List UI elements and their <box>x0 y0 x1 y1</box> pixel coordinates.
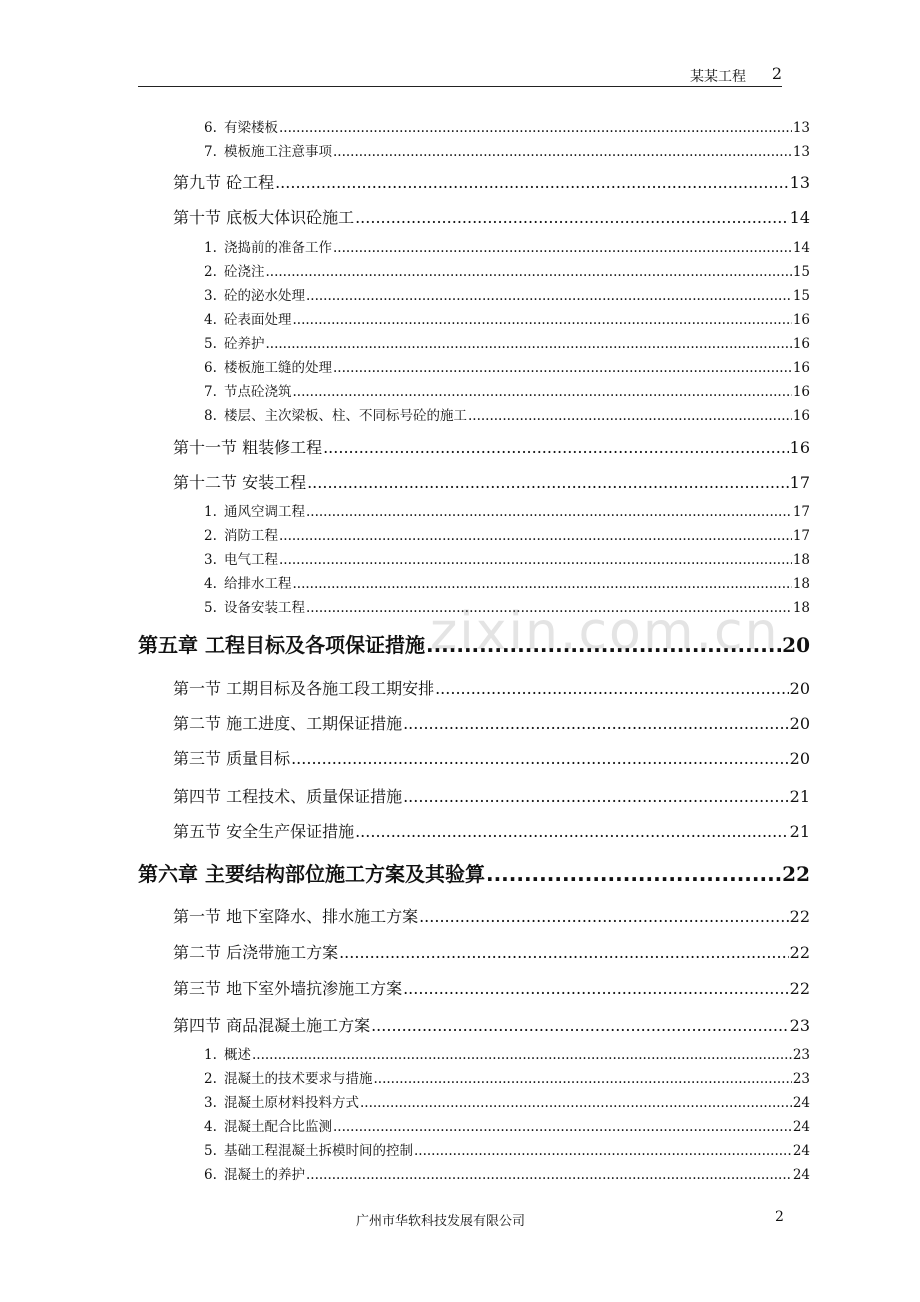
toc-entry-text: 第六章 主要结构部位施工方案及其验算 <box>138 862 485 886</box>
dot-leader <box>306 1167 792 1183</box>
toc-page-number: 24 <box>792 1119 810 1135</box>
dot-leader <box>252 1047 792 1063</box>
toc-page-number: 24 <box>792 1095 810 1111</box>
toc-item[interactable] <box>204 404 810 424</box>
toc-section[interactable] <box>173 904 810 928</box>
toc-page-number: 16 <box>792 408 810 424</box>
watermark: zixin.com.cn <box>430 602 780 662</box>
toc-entry-label <box>173 819 354 842</box>
dot-leader <box>403 979 789 998</box>
dot-leader <box>403 714 789 733</box>
dot-leader <box>355 822 789 841</box>
toc-entry-label <box>173 976 402 999</box>
toc-entry-label <box>173 940 338 963</box>
dot-leader <box>374 1071 792 1087</box>
toc-entry-number: 4. <box>204 312 217 328</box>
toc-entry-number: 2. <box>204 264 217 280</box>
toc-entry-label <box>173 1013 370 1036</box>
dot-leader <box>323 438 789 457</box>
dot-leader <box>333 1119 792 1135</box>
toc-page-number: 20 <box>789 749 810 768</box>
toc-page-number: 22 <box>789 979 810 998</box>
toc-entry-text: 第九节 砼工程 <box>173 173 275 192</box>
dot-leader <box>279 528 792 544</box>
toc-page-number: 20 <box>789 714 810 733</box>
toc-entry-number: 5. <box>204 336 217 352</box>
toc-page-number: 21 <box>789 787 810 806</box>
toc-item[interactable] <box>204 116 810 136</box>
toc-entry-label <box>204 524 278 544</box>
toc-entry-text: 楼板施工缝的处理 <box>224 360 332 376</box>
toc-page-number: 13 <box>792 144 810 160</box>
toc-entry-text: 第五章 工程目标及各项保证措施 <box>138 633 425 657</box>
toc-entry-text: 第十一节 粗装修工程 <box>173 438 323 457</box>
dot-leader <box>426 633 781 657</box>
dot-leader <box>468 408 792 424</box>
toc-section[interactable] <box>173 170 810 194</box>
toc-entry-text: 第一节 工期目标及各施工段工期安排 <box>173 679 435 698</box>
toc-page-number: 24 <box>792 1143 810 1159</box>
toc-entry-label <box>204 236 332 256</box>
toc-entry-label <box>204 260 265 280</box>
dot-leader <box>333 360 792 376</box>
toc-entry-number: 5. <box>204 1143 217 1159</box>
toc-entry-text: 给排水工程 <box>224 576 292 592</box>
toc-entry-number: 4. <box>204 1119 217 1135</box>
dot-leader <box>306 504 792 520</box>
toc-entry-text: 第十二节 安装工程 <box>173 473 307 492</box>
toc-section[interactable] <box>173 1013 810 1037</box>
toc-section[interactable] <box>173 940 810 964</box>
dot-leader <box>414 1143 792 1159</box>
toc-section[interactable] <box>173 205 810 229</box>
dot-leader <box>435 679 789 698</box>
toc-entry-label <box>204 596 305 616</box>
toc-item[interactable] <box>204 1043 810 1063</box>
dot-leader <box>291 749 789 768</box>
toc-item[interactable] <box>204 1067 810 1087</box>
toc-page-number: 15 <box>792 264 810 280</box>
toc-entry-number: 3. <box>204 552 217 568</box>
toc-entry-text: 砼的泌水处理 <box>224 288 305 304</box>
toc-entry-text: 通风空调工程 <box>224 504 305 520</box>
toc-page-number: 13 <box>789 173 810 192</box>
header-page-number: 2 <box>771 64 782 83</box>
toc-item[interactable] <box>204 1115 810 1135</box>
toc-entry-number: 6. <box>204 360 217 376</box>
toc-entry-label <box>204 404 467 424</box>
header-title: 某某工程 <box>690 69 746 85</box>
toc-entry-label <box>173 746 290 769</box>
dot-leader <box>419 907 789 926</box>
toc-entry-label <box>204 1091 359 1111</box>
toc-item[interactable] <box>204 308 810 328</box>
toc-entry-label <box>204 308 292 328</box>
toc-entry-text: 浇捣前的准备工作 <box>224 240 332 256</box>
toc-page-number: 20 <box>782 633 810 657</box>
toc-page-number: 22 <box>789 943 810 962</box>
toc-entry-label <box>173 784 402 807</box>
toc-entry-text: 砼表面处理 <box>224 312 292 328</box>
toc-entry-label <box>204 1043 251 1063</box>
toc-page-number: 24 <box>792 1167 810 1183</box>
dot-leader <box>339 943 789 962</box>
dot-leader <box>306 288 792 304</box>
toc-item[interactable] <box>204 1163 810 1183</box>
toc-item[interactable] <box>204 572 810 592</box>
toc-item[interactable] <box>204 140 810 160</box>
toc-page-number: 16 <box>789 438 810 457</box>
toc-entry-text: 模板施工注意事项 <box>224 144 332 160</box>
page-footer <box>0 1210 920 1230</box>
toc-entry-text: 第一节 地下室降水、排水施工方案 <box>173 907 419 926</box>
toc-entry-text: 混凝土的技术要求与措施 <box>224 1071 373 1087</box>
dot-leader <box>307 473 789 492</box>
toc-page-number: 22 <box>789 907 810 926</box>
dot-leader <box>275 173 789 192</box>
toc-entry-text: 第四节 工程技术、质量保证措施 <box>173 787 403 806</box>
toc-entry-text: 楼层、主次梁板、柱、不同标号砼的施工 <box>224 408 467 424</box>
toc-entry-label <box>173 170 274 193</box>
toc-entry-text: 第五节 安全生产保证措施 <box>173 822 355 841</box>
toc-entry-label <box>204 500 305 520</box>
toc-entry-text: 第三节 地下室外墙抗渗施工方案 <box>173 979 403 998</box>
toc-entry-number: 1. <box>204 1047 217 1063</box>
toc-item[interactable] <box>204 236 810 256</box>
toc-page-number: 22 <box>782 862 810 886</box>
toc-item[interactable] <box>204 1091 810 1111</box>
toc-page-number: 16 <box>792 336 810 352</box>
toc-entry-label <box>204 1115 332 1135</box>
toc-page-number: 16 <box>792 312 810 328</box>
footer-page-number: 2 <box>775 1209 784 1225</box>
toc-page-number: 16 <box>792 360 810 376</box>
toc-item[interactable] <box>204 548 810 568</box>
toc-page-number: 20 <box>789 679 810 698</box>
toc-section[interactable] <box>173 435 810 459</box>
toc-page-number: 14 <box>792 240 810 256</box>
toc-entry-number: 4. <box>204 576 217 592</box>
toc-entry-text: 砼浇注 <box>224 264 265 280</box>
dot-leader <box>355 208 789 227</box>
toc-entry-text: 设备安装工程 <box>224 600 305 616</box>
toc-entry-text: 概述 <box>224 1047 251 1063</box>
toc-entry-text: 第二节 施工进度、工期保证措施 <box>173 714 403 733</box>
toc-entry-label <box>138 629 425 658</box>
toc-entry-text: 第三节 质量目标 <box>173 749 291 768</box>
dot-leader <box>486 862 781 886</box>
toc-section[interactable] <box>173 676 810 700</box>
toc-item[interactable] <box>204 332 810 352</box>
toc-entry-label <box>204 1139 413 1159</box>
dot-leader <box>360 1095 792 1111</box>
toc-page-number: 23 <box>792 1071 810 1087</box>
toc-entry-text: 消防工程 <box>224 528 278 544</box>
toc-item[interactable] <box>204 284 810 304</box>
dot-leader <box>279 120 792 136</box>
toc-entry-label <box>173 435 322 458</box>
toc-section[interactable] <box>173 711 810 735</box>
toc-entry-label <box>204 332 265 352</box>
toc-entry-label <box>173 470 306 493</box>
dot-leader <box>371 1016 789 1035</box>
toc-page-number: 23 <box>792 1047 810 1063</box>
dot-leader <box>266 336 792 352</box>
toc-entry-number: 2. <box>204 1071 217 1087</box>
toc-entry-text: 混凝土的养护 <box>224 1167 305 1183</box>
toc-entry-number: 1. <box>204 504 217 520</box>
toc-entry-number: 7. <box>204 144 217 160</box>
toc-entry-label <box>138 858 485 887</box>
toc-entry-text: 节点砼浇筑 <box>224 384 292 400</box>
toc-entry-label <box>173 904 418 927</box>
dot-leader <box>279 552 792 568</box>
toc-entry-text: 砼养护 <box>224 336 265 352</box>
toc-entry-text: 有梁楼板 <box>224 120 278 136</box>
dot-leader <box>306 600 792 616</box>
toc-page-number: 23 <box>789 1016 810 1035</box>
toc-entry-text: 混凝土配合比监测 <box>224 1119 332 1135</box>
toc-entry-label <box>204 1067 373 1087</box>
toc-entry-number: 6. <box>204 1167 217 1183</box>
footer-company: 广州市华软科技发展有限公司 <box>356 1214 526 1229</box>
toc-section[interactable] <box>173 470 810 494</box>
dot-leader <box>266 264 792 280</box>
toc-page-number: 17 <box>792 528 810 544</box>
toc-item[interactable] <box>204 524 810 544</box>
toc-entry-number: 3. <box>204 1095 217 1111</box>
toc-entry-label <box>204 284 305 304</box>
toc-page-number: 18 <box>792 552 810 568</box>
toc-entry-label <box>204 572 292 592</box>
toc-section[interactable] <box>173 784 810 808</box>
toc-page-number: 16 <box>792 384 810 400</box>
toc-entry-number: 3. <box>204 288 217 304</box>
toc-entry-text: 第十节 底板大体识砼施工 <box>173 208 355 227</box>
toc-entry-text: 电气工程 <box>224 552 278 568</box>
toc-entry-label <box>173 205 354 228</box>
toc-chapter[interactable] <box>138 858 810 886</box>
toc-item[interactable] <box>204 356 810 376</box>
toc-entry-label <box>204 116 278 136</box>
dot-leader <box>293 576 792 592</box>
dot-leader <box>333 240 792 256</box>
toc-entry-number: 5. <box>204 600 217 616</box>
dot-leader <box>333 144 792 160</box>
dot-leader <box>293 312 792 328</box>
toc-entry-number: 8. <box>204 408 217 424</box>
toc-entry-number: 1. <box>204 240 217 256</box>
toc-entry-number: 6. <box>204 120 217 136</box>
toc-entry-number: 2. <box>204 528 217 544</box>
toc-entry-text: 混凝土原材料投料方式 <box>224 1095 359 1111</box>
toc-chapter[interactable] <box>138 629 810 657</box>
toc-item[interactable] <box>204 500 810 520</box>
toc-page-number: 18 <box>792 600 810 616</box>
toc-item[interactable] <box>204 1139 810 1159</box>
toc-entry-text: 第四节 商品混凝土施工方案 <box>173 1016 371 1035</box>
toc-entry-label <box>204 548 278 568</box>
toc-entry-label <box>204 1163 305 1183</box>
toc-entry-label <box>173 711 402 734</box>
toc-entry-label <box>173 676 434 699</box>
toc-item[interactable] <box>204 596 810 616</box>
toc-section[interactable] <box>173 746 810 770</box>
toc-item[interactable] <box>204 260 810 280</box>
toc-page-number: 17 <box>789 473 810 492</box>
toc-item[interactable] <box>204 380 810 400</box>
toc-page-number: 14 <box>789 208 810 227</box>
toc-entry-label <box>204 380 292 400</box>
toc-page-number: 18 <box>792 576 810 592</box>
toc-entry-text: 基础工程混凝土拆模时间的控制 <box>224 1143 413 1159</box>
toc-page-number: 17 <box>792 504 810 520</box>
toc-entry-label <box>204 356 332 376</box>
toc-entry-text: 第二节 后浇带施工方案 <box>173 943 339 962</box>
toc-section[interactable] <box>173 976 810 1000</box>
toc-page-number: 21 <box>789 822 810 841</box>
toc-page-number: 15 <box>792 288 810 304</box>
dot-leader <box>293 384 792 400</box>
toc-page-number: 13 <box>792 120 810 136</box>
toc-entry-number: 7. <box>204 384 217 400</box>
toc-section[interactable] <box>173 819 810 843</box>
toc-entry-label <box>204 140 332 160</box>
dot-leader <box>403 787 789 806</box>
